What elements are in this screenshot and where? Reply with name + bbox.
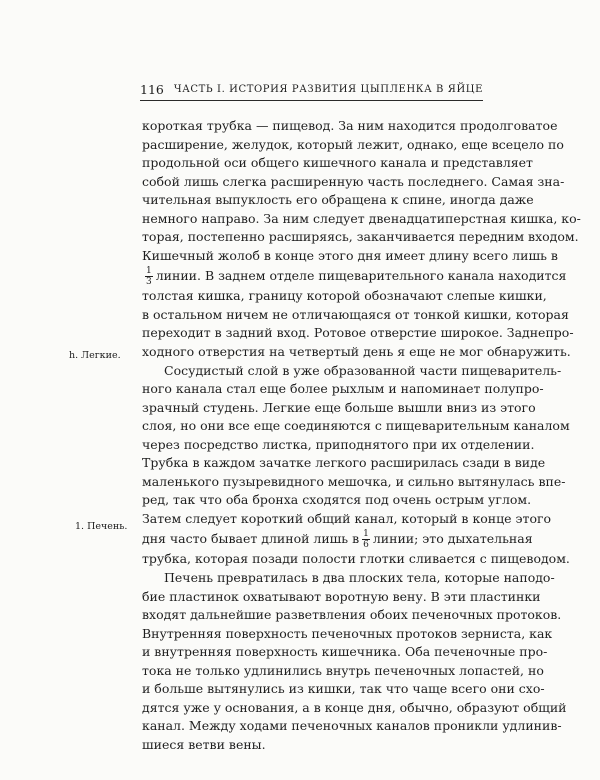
text-line: дня часто бывает длиной лишь в $\frac{1}{6}$ линии; это дыхательная xyxy=(142,528,533,550)
text-line: Печень превратилась в два плоских тела, которые наподо- xyxy=(164,570,555,586)
text-line: Внутренняя поверхность печеночных протоков зерниста, как xyxy=(142,625,553,641)
text-line: ред, так что оба бронха сходятся под очень острым углом. xyxy=(142,492,532,508)
text-line: Затем следует короткий общий канал, который в конце этого xyxy=(142,510,552,526)
text-line: чительная выпуклость его обращена к спине, иногда даже xyxy=(142,192,534,208)
text-line: Сосудистый слой в уже образованной части пищеваритель- xyxy=(164,362,562,378)
text-line: дятся уже у основания, а в конце дня, обычно, образуют общий xyxy=(142,699,567,715)
fraction-one-sixth: $\frac{1}{6}$ xyxy=(363,528,369,550)
page-number: 116 xyxy=(140,82,164,97)
text-line: маленького пузыревидного мешочка, и сильно вытянулась впе- xyxy=(142,473,566,489)
text-line: тока не только удлинились внутрь печеночных лопастей, но xyxy=(142,662,544,678)
fraction-one-third: $\frac{1}{3}$ xyxy=(146,265,152,287)
text-line: слоя, но они все еще соединяются с пищеварительным каналом xyxy=(142,418,570,434)
text-line: собой лишь слегка расширенную часть последнего. Самая зна- xyxy=(142,173,565,189)
text-line: входят дальнейшие разветвления обоих печеночных протоков. xyxy=(142,607,562,623)
text-line: короткая трубка — пищевод. За ним находится продолговатое xyxy=(142,118,558,133)
text-line: ного канала стал еще более рыхлым и напоминает полупро- xyxy=(142,381,544,397)
text-line: ходного отверстия на четвертый день я еще не мог обнаружить. xyxy=(142,344,571,360)
text-line: Кишечный жолоб в конце этого дня имеет длину всего лишь в xyxy=(142,247,558,263)
text-line: канал. Между ходами печеночных каналов проникли удлинив- xyxy=(142,718,562,734)
margin-note-lungs: h. Легкие. xyxy=(69,350,121,361)
running-title: ЧАСТЬ I. ИСТОРИЯ РАЗВИТИЯ ЦЫПЛЕНКА В ЯЙЦЕ xyxy=(173,84,483,95)
text-line: и внутренняя поверхность кишечника. Оба печеночные про- xyxy=(142,644,548,660)
text-line: $\frac{1}{3}$ линии. В заднем отделе пищеварительного канала находится xyxy=(146,265,567,287)
text-line: бие пластинок охватывают воротную вену. В эти пластинки xyxy=(142,588,541,604)
text-line: и больше вытянулись из кишки, так что чаще всего они схо- xyxy=(142,681,545,697)
text-line: торая, постепенно расширяясь, заканчивается передним входом. xyxy=(142,229,579,245)
text-line: зрачный студень. Легкие еще больше вышли вниз из этого xyxy=(142,399,536,415)
running-header xyxy=(140,80,483,101)
text-line: Трубка в каждом зачатке легкого расширилась сзади в виде xyxy=(142,455,546,471)
text-line: в остальном ничем не отличающаяся от тонкой кишки, которая xyxy=(142,306,569,322)
text-line: шиеся ветви вены. xyxy=(142,736,266,752)
body-text xyxy=(142,117,581,755)
margin-note-liver: 1. Печень. xyxy=(75,521,128,532)
text-line: продольной оси общего кишечного канала и представляет xyxy=(142,155,533,171)
text-line: толстая кишка, границу которой обозначают слепые кишки, xyxy=(142,288,547,304)
text-line: переходит в задний вход. Ротовое отверстие широкое. Заднепро- xyxy=(142,325,574,341)
text-line: через посредство листка, приподнятого при их отделении. xyxy=(142,436,535,452)
text-line: расширение, желудок, который лежит, однако, еще всецело по xyxy=(142,136,564,152)
text-line: трубка, которая позади полости глотки сливается с пищеводом. xyxy=(142,551,570,567)
text-line: немного направо. За ним следует двенадцатиперстная кишка, ко- xyxy=(142,210,581,226)
